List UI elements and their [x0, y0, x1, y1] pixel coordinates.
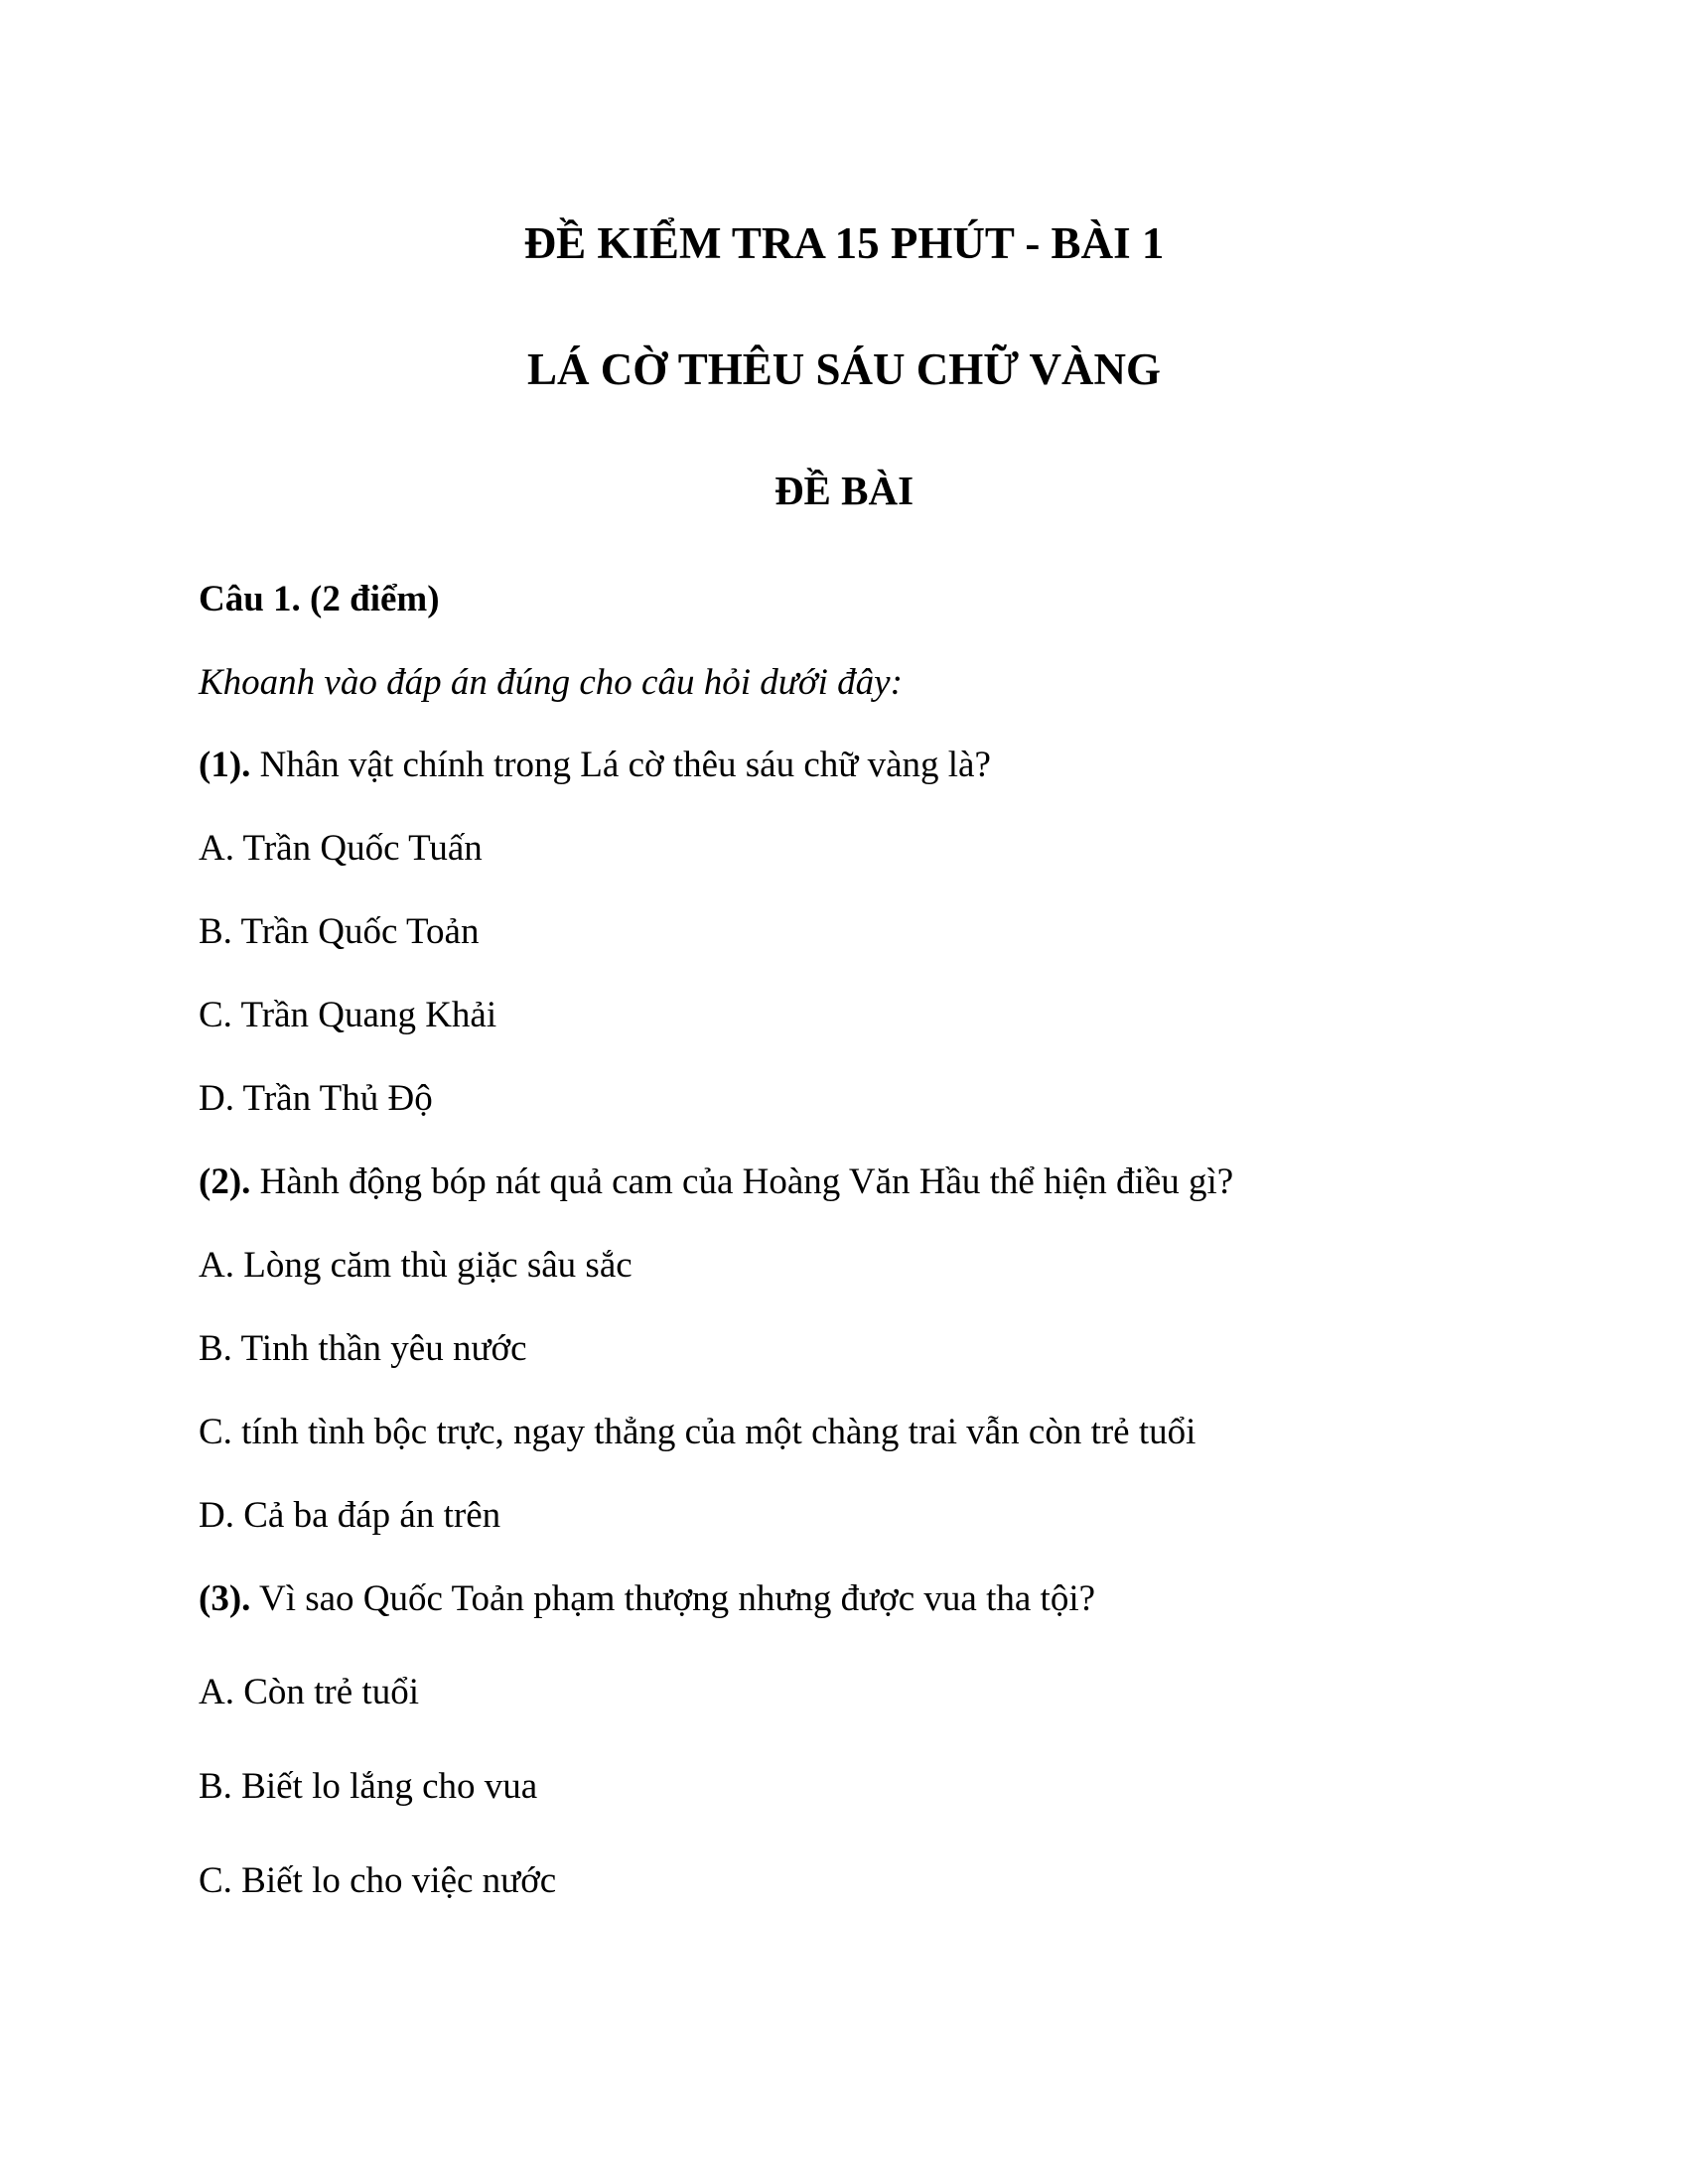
instruction-text: Khoanh vào đáp án đúng cho câu hỏi dưới đây:: [199, 662, 903, 703]
option-1b: B. Trần Quốc Toản: [199, 911, 480, 952]
question-number: (2).: [199, 1161, 251, 1202]
section-title: ĐỀ BÀI: [774, 468, 914, 513]
question-text: Hành động bóp nát quả cam của Hoàng Văn Hầu thể hiện điều gì?: [250, 1161, 1234, 1202]
question-2: [199, 1163, 1233, 1200]
option-3a: A. Còn trẻ tuổi: [199, 1672, 419, 1712]
question-3: [199, 1580, 1095, 1617]
option-2b: B. Tinh thần yêu nước: [199, 1328, 527, 1369]
option-3c: C. Biết lo cho việc nước: [199, 1860, 557, 1901]
option-2c: C. tính tình bộc trực, ngay thẳng của một chàng trai vẫn còn trẻ tuổi: [199, 1412, 1196, 1452]
question-text: Vì sao Quốc Toản phạm thượng nhưng được vua tha tội?: [250, 1578, 1096, 1619]
option-2d: D. Cả ba đáp án trên: [199, 1495, 501, 1536]
document-title: ĐỀ KIỂM TRA 15 PHÚT - BÀI 1: [523, 218, 1165, 268]
option-1c: C. Trần Quang Khải: [199, 995, 497, 1035]
question-1: [199, 747, 991, 783]
question-number: (3).: [199, 1578, 251, 1619]
option-2a: A. Lòng căm thù giặc sâu sắc: [199, 1245, 633, 1286]
lesson-title: LÁ CỜ THÊU SÁU CHỮ VÀNG: [527, 344, 1161, 394]
option-1a: A. Trần Quốc Tuấn: [199, 828, 483, 869]
option-1d: D. Trần Thủ Độ: [199, 1078, 433, 1119]
option-3b: B. Biết lo lắng cho vua: [199, 1766, 538, 1807]
question-number: (1).: [199, 745, 251, 785]
question-text: Nhân vật chính trong Lá cờ thêu sáu chữ vàng là?: [250, 745, 991, 785]
question-heading: Câu 1. (2 điểm): [199, 579, 440, 619]
